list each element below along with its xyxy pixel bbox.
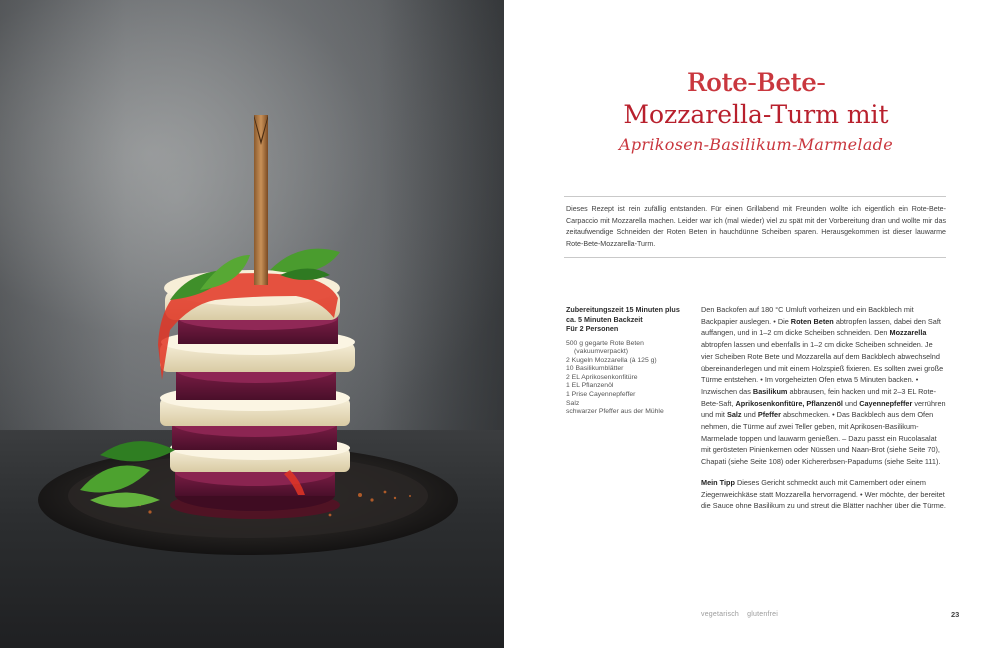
method-text <box>701 304 946 512</box>
ingredient-note: (vakuumverpackt) <box>574 348 629 356</box>
step-text: verrühren und mit <box>701 398 946 420</box>
ingredient-item: 10 Basilikumblätter <box>566 365 624 373</box>
footer-tags <box>701 611 784 618</box>
ingredient-highlight: Mozzarella <box>889 328 927 338</box>
tip-text: Dieses Gericht schmeckt auch mit Camembert oder einem Ziegenweichkäse statt Mozzarella hervorragend. <box>701 477 926 499</box>
ingredient-highlight: Aprikosenkonfitüre, Pflanzenöl <box>735 398 843 408</box>
intro-text: Dieses Rezept ist rein zufällig entstanden. Für einen Grillabend mit Freunden wollte ich eigentlich ein Rote-Bete-Carpaccio mit Mozzarella machen. Leider war ich (mal wieder) viel zu spät mit der Vorbereitung dran und wollte mir das zeitaufwendige Schneiden der Roten Beten in hauchdünne Scheiben sparen. Herausgekommen ist dieser lauwarme Rote-Bete-Mozzarella-Turm. <box>564 196 946 258</box>
recipe-page <box>504 0 1008 648</box>
prep-time-line-2: ca. 5 Minuten Backzeit <box>566 314 643 324</box>
ingredient-item: 1 EL Pflanzenöl <box>566 382 614 390</box>
step-serve: Das Backblech aus dem Ofen nehmen, die Türme auf zwei Teller geben, mit Aprikosen-Basilikum-Marmelade toppen und lauwarm genießen. – Dazu passt ein Rucolasalat mit gerösteten Pinienkernen oder Nüssen und Naan-Brot (siehe Seite 70), Chapati (siehe Seite 108) oder Kichererbsen-Papadums (siehe Seite 111). <box>701 410 941 467</box>
step-text: und <box>743 410 756 420</box>
tip-paragraph <box>701 477 946 512</box>
ingredient-item: 500 g gegarte Rote Beten <box>566 339 644 347</box>
step-text: abtropfen lassen, dabei den Saft auffangen, und in 1–2 cm dicke Scheiben schneiden. Den <box>701 316 941 338</box>
bullet: • <box>760 375 763 385</box>
title-line-1: Rote-Bete- <box>686 68 826 97</box>
ingredient-item <box>566 348 686 357</box>
method-paragraph <box>701 304 946 468</box>
ingredients-sidebar <box>566 305 686 417</box>
step-text: abschmecken. <box>782 410 831 420</box>
tag-vegetarian: vegetarisch <box>701 611 739 618</box>
bullet: • <box>832 410 835 420</box>
step-preheat: Den Backofen auf 180 °C Umluft vorheizen und ein Backblech mit Backpapier auslegen. <box>701 305 914 326</box>
ingredient-item: schwarzer Pfeffer aus der Mühle <box>566 408 664 416</box>
ingredient-highlight: Pfeffer <box>757 410 781 420</box>
step-text: abtropfen lassen und ebenfalls in 1–2 cm dicke Scheiben schneiden. Je vier Scheiben Rote Bete und Mozzarella auf dem Backblech abwechselnd übereinanderlegen und mit einem Holzspieß fixieren. Es sollten zwei große Türme entstehen. <box>701 340 944 385</box>
ingredient-item: Salz <box>566 399 580 407</box>
ingredient-highlight: Cayennepfeffer <box>859 398 913 408</box>
bullet: • <box>915 375 919 385</box>
step-text: Inzwischen das <box>701 386 751 396</box>
servings: Für 2 Personen <box>566 324 619 333</box>
ingredient-item: 2 Kugeln Mozzarella (à 125 g) <box>566 356 657 364</box>
tip-text: Wer möchte, der bereitet die Sauce ohne Basilikum zu und streut die Blätter nachher über die Türme. <box>701 489 946 511</box>
title-line-2: Mozzarella-Turm mit <box>623 100 889 129</box>
step-text: abbrausen, fein hacken und mit 2–3 EL Rote-Bete-Saft, <box>701 386 937 408</box>
step-text: Die <box>777 316 789 326</box>
ingredient-item: 1 Prise Cayennepfeffer <box>566 391 636 399</box>
ingredient-highlight: Salz <box>726 410 742 420</box>
tag-gluten-free: glutenfrei <box>747 611 778 618</box>
page-number: 23 <box>951 610 960 619</box>
recipe-title <box>504 68 1008 157</box>
step-bake: Im vorgeheizten Ofen etwa 5 Minuten backen. <box>764 375 914 385</box>
ingredient-highlight: Basilikum <box>752 386 788 396</box>
tip-label: Mein Tipp <box>701 477 735 487</box>
step-text: und <box>844 398 858 408</box>
prep-time-line-1: Zubereitungszeit 15 Minuten plus <box>566 305 680 314</box>
title-subtitle: Aprikosen-Basilikum-Marmelade <box>619 135 893 154</box>
ingredient-item: 2 EL Aprikosenkonfitüre <box>566 373 638 381</box>
bullet: • <box>773 316 776 326</box>
ingredient-list <box>566 340 686 417</box>
ingredient-highlight: Roten Beten <box>790 316 834 326</box>
bullet: • <box>860 489 863 499</box>
